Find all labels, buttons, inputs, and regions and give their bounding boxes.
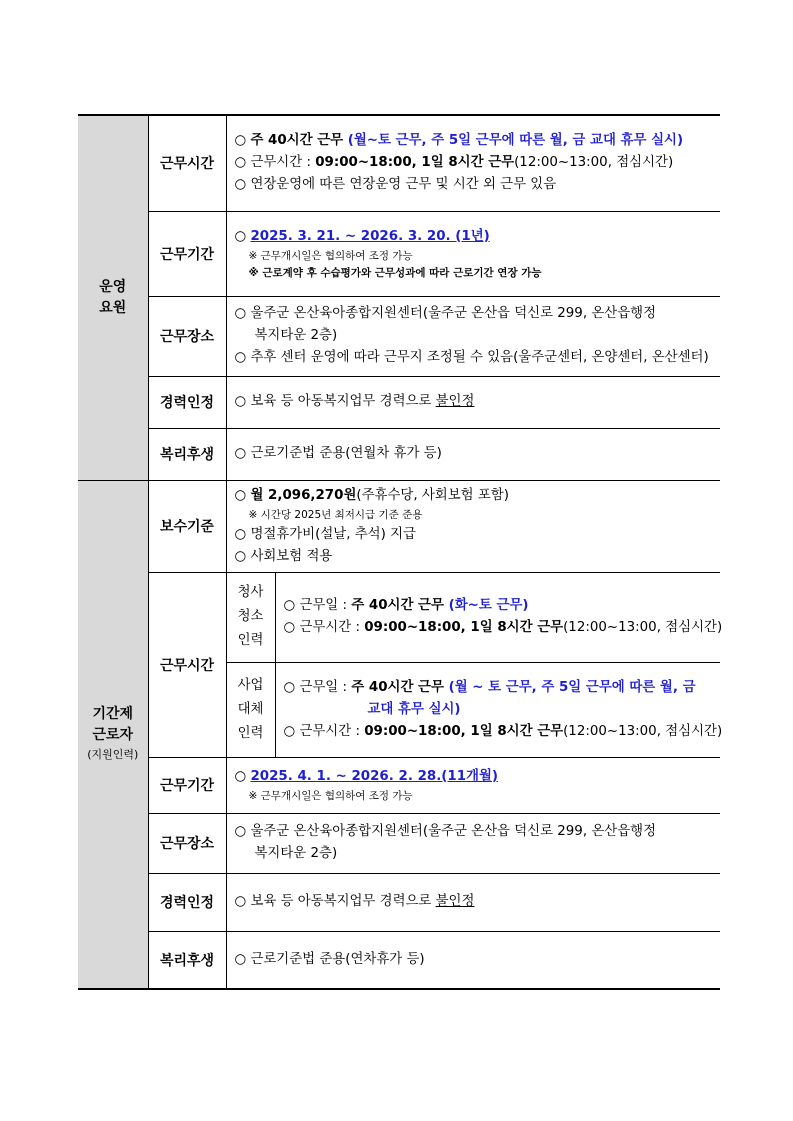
row-label: 경력인정: [148, 873, 226, 931]
table-row: [78, 480, 720, 572]
text-segment: ○ 울주군 온산육아종합지원센터(울주군 온산읍 덕신로 299, 온산읍행정: [234, 824, 657, 839]
table-row: [78, 428, 720, 480]
section-category: [78, 115, 148, 480]
text-segment: ○ 연장운영에 따른 연장운영 근무 및 시간 외 근무 있음: [234, 177, 557, 193]
content-line: [284, 699, 715, 721]
row-content: [226, 757, 720, 813]
row-content: [226, 813, 720, 873]
text-segment: 불인정: [435, 394, 475, 409]
category-line: 요원: [99, 299, 127, 316]
sublabel-line: 인력: [237, 725, 264, 741]
text-segment: (12:00~13:00, 점심시간): [514, 155, 674, 171]
content-line: [235, 152, 715, 174]
text-segment: 2025. 3. 21. ~ 2026. 3. 20. (1년): [250, 228, 490, 244]
category-sub-label: (지원인력): [87, 748, 139, 762]
recruitment-conditions-table: [78, 114, 723, 990]
text-segment: ○ 명절휴가비(설날, 추석) 지급: [234, 526, 416, 542]
content-line: [235, 891, 715, 913]
row-content: [226, 428, 720, 480]
sub-row: [227, 663, 721, 757]
row-label: 근무장소: [148, 813, 226, 873]
row-label: 근무기간: [148, 211, 226, 296]
content-line: [283, 617, 723, 639]
text-segment: ○ 보육 등 아동복지업무 경력으로: [234, 394, 436, 409]
row-content: [226, 480, 720, 572]
table-row: [78, 296, 720, 376]
text-segment: 교대 휴무 실시): [367, 701, 461, 717]
sub-row-label: [227, 663, 276, 757]
content-line: [235, 443, 715, 465]
content-line: [235, 524, 715, 546]
sublabel-line: 청소: [237, 609, 264, 625]
row-content: [226, 931, 720, 989]
text-segment: ○: [234, 487, 251, 503]
table-row: [78, 376, 720, 428]
table-row: [78, 572, 720, 757]
note-text: ※ 근무개시일은 협의하여 조정 가능: [248, 789, 413, 802]
note-text: ※ 근로계약 후 수습평가와 근무성과에 따라 근로기간 연장 가능: [248, 266, 542, 279]
category-line: 운영: [99, 278, 127, 295]
row-content: [226, 873, 720, 931]
text-segment: ○ 근무일 :: [283, 679, 352, 695]
sublabel-line: 사업: [237, 677, 264, 693]
row-label: 근무기간: [148, 757, 226, 813]
category-line: 기간제: [92, 706, 134, 723]
text-segment: 주 40시간 근무: [250, 133, 348, 149]
section-category: [78, 480, 148, 989]
sub-row-content: [275, 573, 723, 663]
text-segment: ○ 근무시간 :: [283, 620, 365, 636]
sub-table: [227, 573, 721, 757]
content-line: [283, 721, 723, 743]
content-line: [235, 766, 715, 788]
content-line: [284, 677, 715, 699]
table-row: [78, 211, 720, 296]
content-line: [235, 347, 715, 369]
row-label: 복리후생: [148, 428, 226, 480]
content-line: [235, 325, 715, 347]
note-text: ※ 근무개시일은 협의하여 조정 가능: [248, 249, 413, 262]
table-row: [78, 931, 720, 989]
sublabel-line: 대체: [237, 701, 264, 717]
text-segment: ○ 보육 등 아동복지업무 경력으로: [234, 894, 436, 909]
text-segment: ○: [234, 133, 251, 149]
text-segment: ○: [234, 768, 251, 784]
row-label: 근무시간: [148, 115, 226, 211]
sub-row: [227, 573, 721, 663]
text-segment: (월 ~ 토 근무, 주 5일 근무에 따른 월, 금: [448, 679, 696, 695]
text-segment: 복지타운 2층): [254, 328, 338, 343]
sublabel-line: 청사: [237, 585, 264, 601]
text-segment: (12:00~13:00, 점심시간): [563, 723, 723, 739]
content-line: [235, 843, 715, 865]
content-line: [284, 595, 715, 617]
text-segment: ○ 근무시간 :: [234, 155, 316, 171]
row-content: [226, 376, 720, 428]
content-line: [235, 485, 715, 507]
text-segment: ○ 울주군 온산육아종합지원센터(울주군 온산읍 덕신로 299, 온산읍행정: [234, 306, 657, 321]
sublabel-line: 인력: [237, 633, 264, 649]
row-label: 보수기준: [148, 480, 226, 572]
content-line: [235, 391, 715, 413]
text-segment: 09:00~18:00, 1일 8시간 근무: [364, 620, 564, 636]
content-line: [235, 174, 715, 196]
sub-row-content: [275, 663, 723, 757]
text-segment: ○ 근무일 :: [283, 598, 352, 614]
row-label: 근무시간: [148, 572, 226, 757]
text-segment: 복지타운 2층): [254, 846, 338, 861]
row-content: [226, 572, 723, 757]
row-content: [226, 296, 720, 376]
sub-row-label: [227, 573, 276, 663]
table-row: [78, 873, 720, 931]
table-body: [78, 115, 723, 989]
text-segment: ○ 근로기준법 준용(연월차 휴가 등): [234, 446, 442, 461]
text-segment: ○ 추후 센터 운영에 따라 근무지 조정될 수 있음(울주군센터, 온양센터, 온산센터): [234, 350, 709, 365]
text-segment: (12:00~13:00, 점심시간): [563, 620, 723, 636]
text-segment: 불인정: [435, 894, 475, 909]
text-segment: 2025. 4. 1. ~ 2026. 2. 28.(11개월): [250, 768, 499, 784]
content-line: [235, 821, 715, 843]
text-segment: 주 40시간 근무: [351, 598, 449, 614]
content-line: [235, 546, 715, 568]
text-segment: ○ 사회보험 적용: [234, 548, 333, 564]
note-text: ※ 시간당 2025년 최저시급 기준 준용: [248, 508, 423, 521]
text-segment: (월~토 근무, 주 5일 근무에 따른 월, 금 교대 휴무 실시): [347, 133, 684, 149]
table-row: [78, 813, 720, 873]
text-segment: ○: [234, 228, 251, 244]
text-segment: 09:00~18:00, 1일 8시간 근무: [364, 723, 564, 739]
text-segment: ○ 근무시간 :: [283, 723, 365, 739]
text-segment: 주 40시간 근무: [351, 679, 449, 695]
text-segment: 09:00~18:00, 1일 8시간 근무: [315, 155, 515, 171]
row-content: [226, 211, 720, 296]
text-segment: 월 2,096,270원: [250, 487, 357, 503]
category-line: 근로자: [92, 727, 134, 744]
text-segment: (화~토 근무): [448, 598, 529, 614]
content-line: [235, 303, 715, 325]
content-line: [235, 226, 715, 248]
table-row: [78, 757, 720, 813]
content-line: [235, 949, 715, 971]
table-row: [78, 115, 720, 211]
text-segment: ○ 근로기준법 준용(연차휴가 등): [234, 951, 425, 967]
text-segment: (주휴수당, 사회보험 포함): [356, 487, 509, 503]
row-label: 복리후생: [148, 931, 226, 989]
row-label: 근무장소: [148, 296, 226, 376]
row-label: 경력인정: [148, 376, 226, 428]
row-content: [226, 115, 720, 211]
content-line: [235, 130, 715, 152]
